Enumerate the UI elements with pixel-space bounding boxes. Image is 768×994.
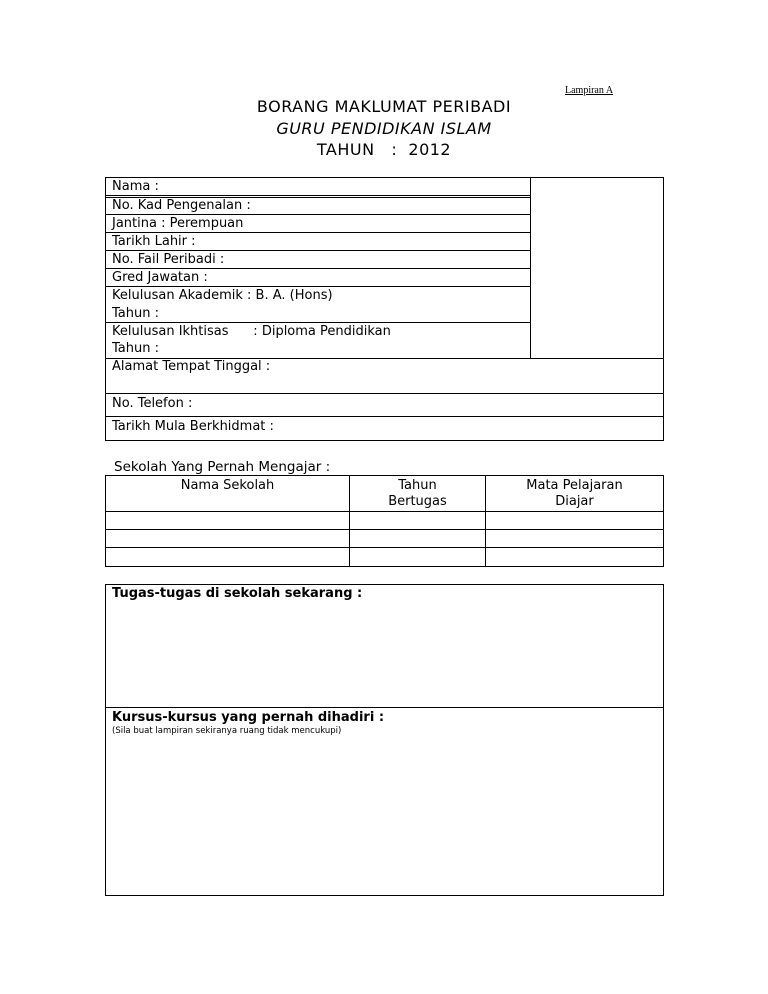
field-tarikh-lahir: Tarikh Lahir : (112, 234, 196, 249)
field-alamat: Alamat Tempat Tinggal : (112, 359, 271, 374)
courses-area[interactable] (106, 740, 663, 895)
field-tarikh-mula: Tarikh Mula Berkhidmat : (112, 419, 274, 434)
col-mata-pelajaran-1: Mata Pelajaran (526, 478, 623, 493)
field-ikhtisas-tahun: Tahun : (112, 341, 159, 356)
field-akademik-tahun: Tahun : (112, 306, 159, 321)
lampiran-label: Lampiran A (565, 85, 614, 96)
field-kelulusan-akademik: Kelulusan Akademik : B. A. (Hons) (112, 288, 333, 303)
col-tahun-bertugas-1: Tahun (398, 478, 437, 493)
form-subtitle: GURU PENDIDIKAN ISLAM (276, 119, 492, 138)
col-mata-pelajaran-2: Diajar (555, 494, 594, 509)
duties-heading: Tugas-tugas di sekolah sekarang : (112, 586, 363, 601)
field-fail-peribadi: No. Fail Peribadi : (112, 252, 225, 267)
field-telefon: No. Telefon : (112, 396, 193, 411)
form-year: TAHUN : 2012 (316, 140, 452, 159)
schools-heading: Sekolah Yang Pernah Mengajar : (114, 459, 331, 475)
field-kad-pengenalan: No. Kad Pengenalan : (112, 198, 251, 213)
field-kelulusan-ikhtisas: Kelulusan Ikhtisas : Diploma Pendidikan (112, 324, 391, 339)
courses-note: (Sila buat lampiran sekiranya ruang tidak mencukupi) (112, 726, 342, 736)
field-jantina: Jantina : Perempuan (112, 216, 244, 231)
courses-heading: Kursus-kursus yang pernah dihadiri : (112, 710, 385, 725)
field-nama: Nama : (112, 179, 159, 194)
col-nama-sekolah: Nama Sekolah (180, 478, 275, 493)
col-tahun-bertugas-2: Bertugas (388, 494, 447, 509)
field-gred-jawatan: Gred Jawatan : (112, 270, 208, 285)
form-title: BORANG MAKLUMAT PERIBADI (256, 97, 512, 116)
duties-area[interactable] (106, 604, 663, 706)
photo-area[interactable] (531, 178, 663, 358)
